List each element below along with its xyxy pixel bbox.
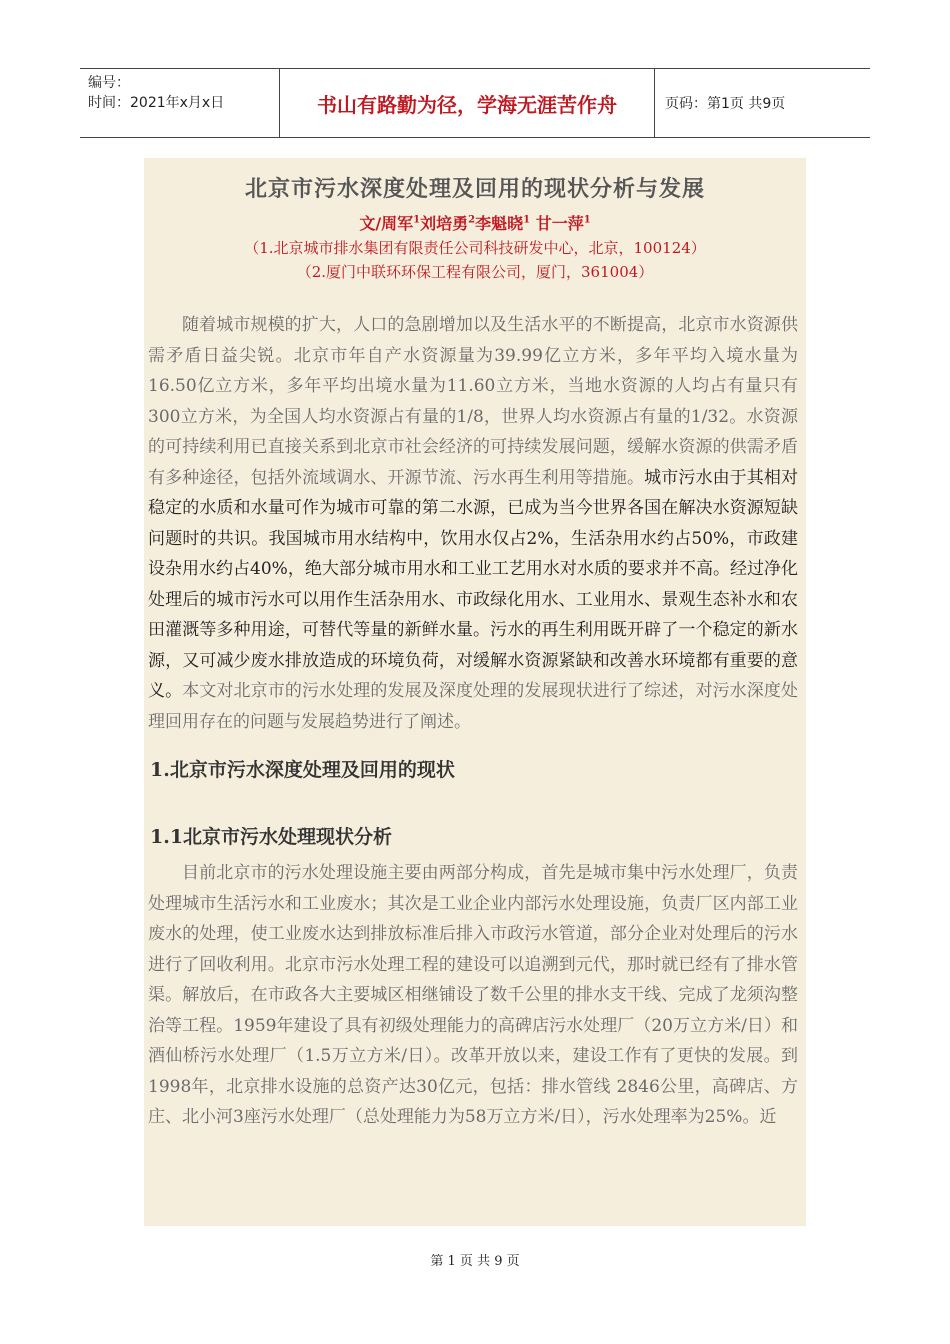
article-title: 北京市污水深度处理及回用的现状分析与发展 bbox=[244, 176, 705, 202]
paragraph-intro-part-b: 城市污水由于其相对稳定的水质和水量可作为城市可靠的第二水源，已成为当今世界各国在解决水资源短缺问题时的共识。我国城市用水结构中，饮用水仅占2%，生活杂用水约占50%，市政建设杂用水约占40%，绝大部分城市用水和工业工艺用水对水质的要求并不高。经过净化处理后的城市污水可以用作生活杂用水、市政绿化用水、工业用水、景观生态补水和农田灌溉等多种用途，可替代等量的新鲜水量。污水的再生利用既开辟了一个稳定的新水源，又可减少废水排放造成的环境负荷，对缓解水资源紧缺和改善水环境都有重要的意义。 bbox=[148, 467, 799, 701]
paragraph-section-1-1: 目前北京市的污水处理设施主要由两部分构成，首先是城市集中污水处理厂，负责处理城市生活污水和工业废水；其次是工业企业内部污水处理设施，负责厂区内部工业废水的处理，使工业废水达到排放标准后排入市政污水管道，部分企业对处理后的污水进行了回收利用。北京市污水处理工程的建设可以追溯到元代，那时就已经有了排水管渠。解放后，在市政各大主要城区相继铺设了数千公里的排水支干线、完成了龙须沟整治等工程。1959年建设了具有初级处理能力的高碑店污水处理厂（20万立方米/日）和酒仙桥污水处理厂（1.5万立方米/日）。改革开放以来，建设工作有了更快的发展。到1998年，北京排水设施的总资产达30亿元，包括：排水管线 2846公里，高碑店、方庄、北小河3座污水处理厂（总处理能力为58万立方米/日），污水处理率为25%。近 bbox=[148, 863, 798, 1127]
author-name: 甘一萍 bbox=[535, 214, 584, 233]
header-motto: 书山有路勤为径，学海无涯苦作舟 bbox=[280, 69, 655, 137]
article-panel bbox=[144, 158, 806, 1226]
header-meta bbox=[80, 69, 280, 137]
author-name: 刘培勇 bbox=[420, 214, 469, 233]
paragraph-intro-part-c: 本文对北京市的污水处理的发展及深度处理的发展现状进行了综述，对污水深度处理回用存在的问题与发展趋势进行了阐述。 bbox=[148, 681, 799, 732]
author-sup: 1 bbox=[583, 214, 591, 226]
author-name: 李魁晓 bbox=[475, 214, 524, 233]
author-name: 文/周军 bbox=[359, 214, 414, 233]
paragraph-intro-part-a: 随着城市规模的扩大，人口的急剧增加以及生活水平的不断提高，北京市水资源供需矛盾日益尖锐。北京市年自产水资源量为39.99亿立方米，多年平均入境水量为16.50亿立方米，多年平均出境水量为11.60立方米，当地水资源的人均占有量只有300立方米，为全国人均水资源占有量的1/8，世界人均水资源占有量的1/32。水资源的可持续利用已直接关系到北京市社会经济的可持续发展问题，缓解水资源的供需矛盾有多种途径，包括外流域调水、开源节流、污水再生利用等措施。 bbox=[148, 315, 798, 488]
page-footer: 第 1 页 共 9 页 bbox=[430, 1254, 520, 1269]
author-sup: 1 bbox=[413, 214, 421, 226]
affiliation-2: （2.厦门中联环环保工程有限公司，厦门，361004） bbox=[296, 263, 654, 281]
author-sup: 2 bbox=[468, 214, 476, 226]
section-heading-1-1: 1.1北京市污水处理现状分析 bbox=[150, 825, 393, 848]
affiliation-1: （1.北京城市排水集团有限责任公司科技研发中心，北京，100124） bbox=[244, 239, 706, 257]
article-authors bbox=[144, 211, 806, 234]
paragraph-intro bbox=[148, 310, 798, 737]
section-heading-1: 1.北京市污水深度处理及回用的现状 bbox=[150, 759, 455, 781]
date-line: 时间：2021年x月x日 bbox=[88, 95, 225, 111]
page-header bbox=[80, 68, 870, 138]
number-label: 编号： bbox=[88, 75, 130, 91]
header-page-info: 页码：第1页 共9页 bbox=[665, 96, 786, 112]
author-sup: 1 bbox=[523, 214, 531, 226]
